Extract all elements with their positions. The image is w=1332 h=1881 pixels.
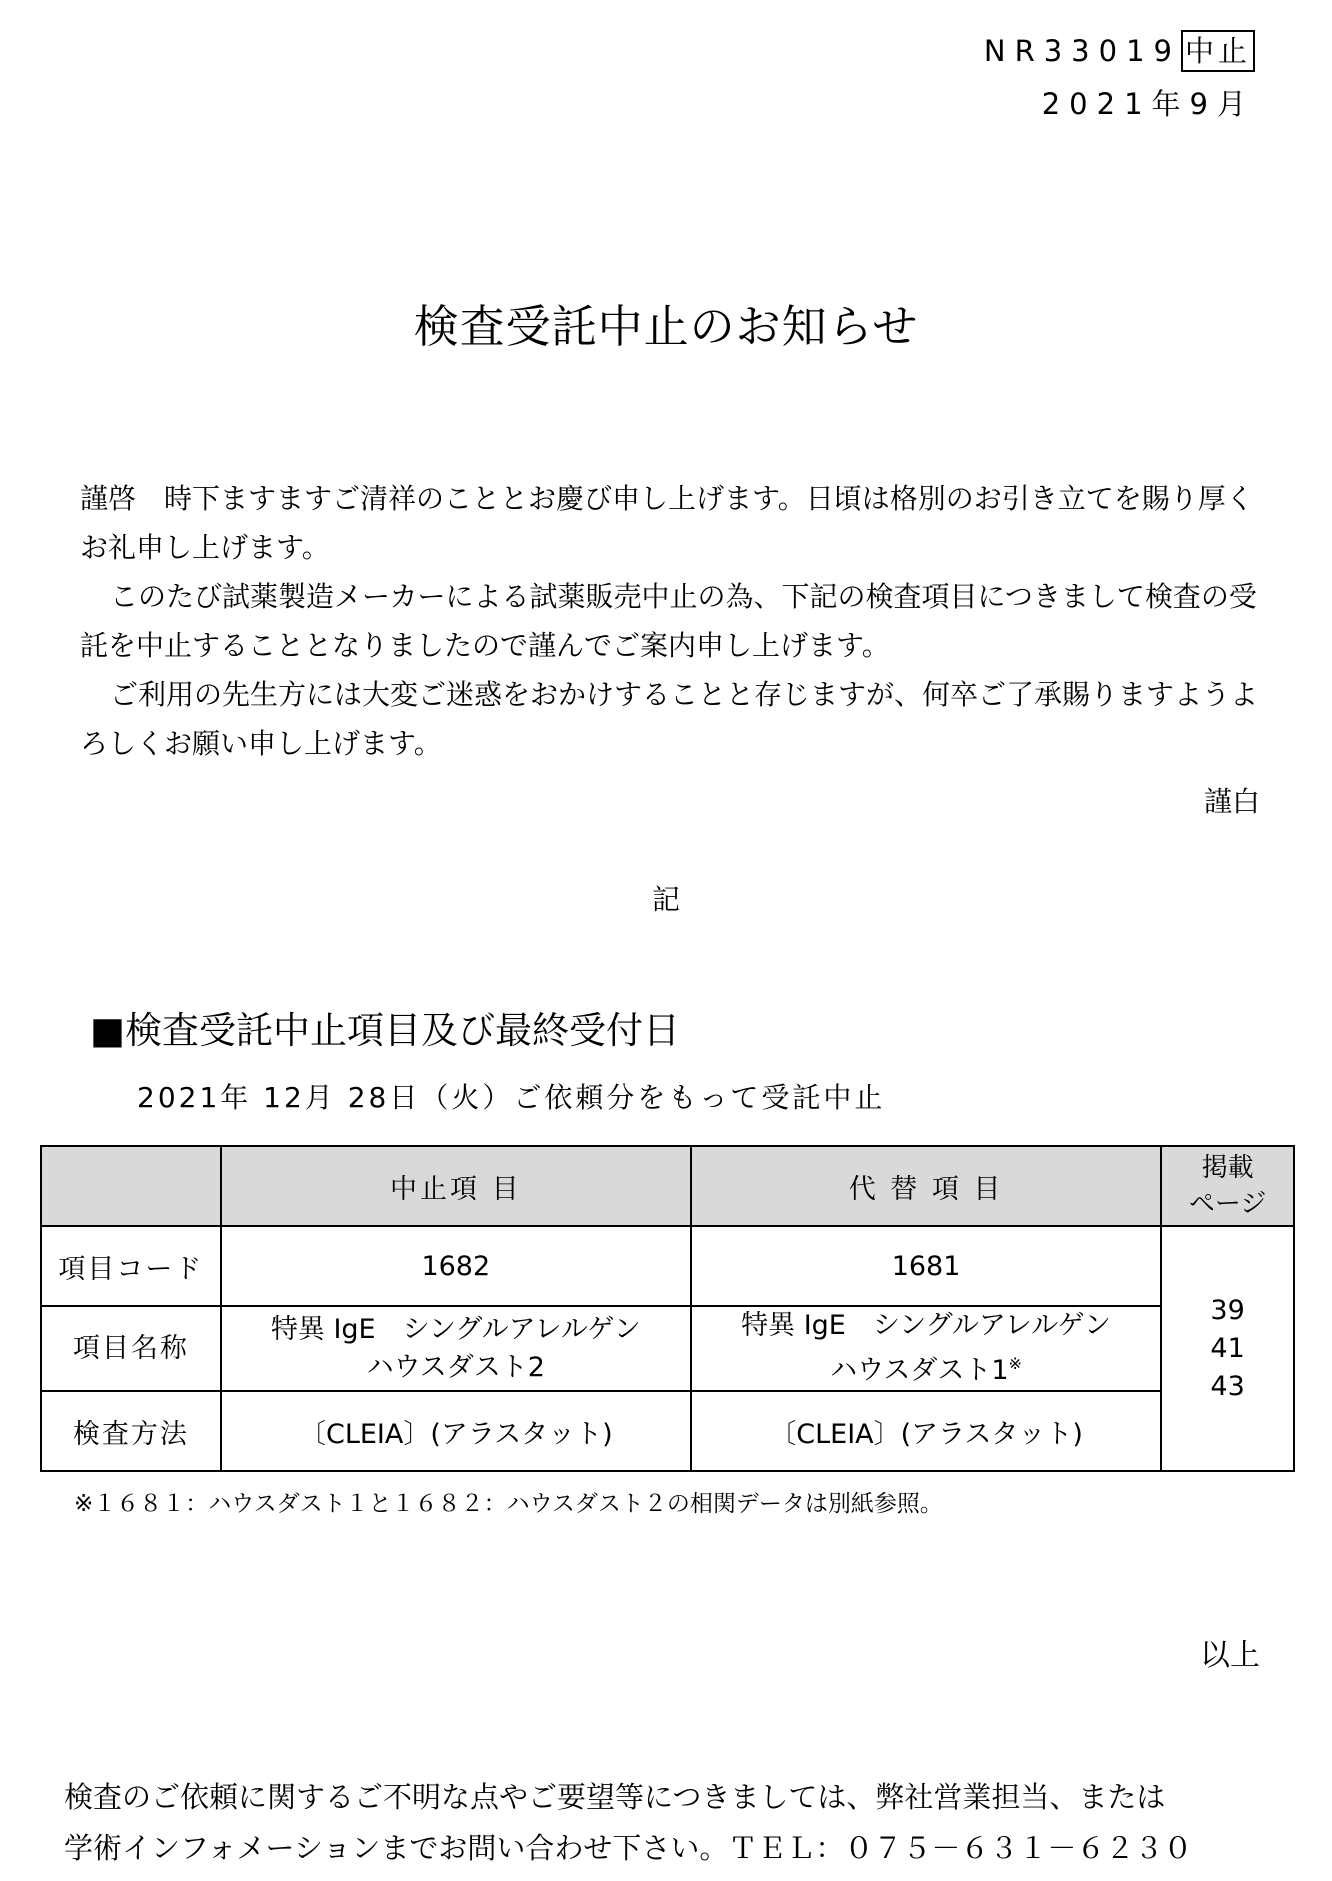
document-number-code: NR33019: [983, 34, 1181, 68]
header-discontinued: 中止項 目: [221, 1146, 691, 1226]
table-row: [41, 1306, 1294, 1391]
discontinued-name-line1: 特異 IgE シングルアレルゲン: [270, 1313, 641, 1345]
greeting-paragraph: 謹啓 時下ますますご清祥のこととお慶び申し上げます。日頃は格別のお引き立てを賜り厚くお礼申し上げます。: [80, 482, 1254, 564]
footnote-mark: ※: [1008, 1354, 1022, 1373]
deadline-text: 2021年 12月 28日（火）ご依頼分をもって受託中止: [137, 1081, 886, 1114]
alternative-name-line2: ハウスダスト1: [830, 1355, 1009, 1386]
pages-cell: [1161, 1226, 1294, 1471]
alternative-method: 〔CLEIA〕(アラスタット): [691, 1391, 1161, 1471]
page-title: 検査受託中止のお知らせ: [413, 300, 919, 353]
contact-line-2: 学術インフォメーションまでお問い合わせ下さい。ＴＥＬ：０７５－６３１－６２３０: [64, 1831, 1193, 1865]
closing-word: 謹白: [1203, 785, 1260, 818]
document-number: [984, 30, 1255, 72]
discontinued-code: 1682: [221, 1226, 691, 1306]
apology-paragraph: ご利用の先生方には大変ご迷惑をおかけすることと存じますが、何卒ご了承賜りますようよろしくお願い申し上げます。: [80, 678, 1259, 760]
ki-mark: 記: [651, 883, 680, 916]
letter-body: [80, 474, 1260, 768]
header-alternative: 代 替 項 目: [691, 1146, 1161, 1226]
alternative-name: [691, 1306, 1161, 1391]
row-label-name: 項目名称: [41, 1306, 221, 1391]
discontinued-method: 〔CLEIA〕(アラスタット): [221, 1391, 691, 1471]
table-row: [41, 1226, 1294, 1306]
contact-info: [64, 1772, 1192, 1874]
alternative-name-line1: 特異 IgE シングルアレルゲン: [741, 1310, 1112, 1341]
contact-line-1: 検査のご依頼に関するご不明な点やご要望等につきましては、弊社営業担当、または: [64, 1780, 1166, 1814]
table-header-row: [41, 1146, 1294, 1226]
row-label-code: 項目コード: [41, 1226, 221, 1306]
status-box: 中止: [1181, 30, 1255, 72]
page-number: 39: [1210, 1294, 1245, 1326]
announcement-paragraph: このたび試薬製造メーカーによる試薬販売中止の為、下記の検査項目につきまして検査の受託を中止することとなりましたので謹んでご案内申し上げます。: [80, 580, 1257, 662]
header-pages: [1161, 1146, 1294, 1226]
row-label-method: 検査方法: [41, 1391, 221, 1471]
header-pages-line1: 掲載: [1201, 1153, 1254, 1183]
page-number: 43: [1210, 1370, 1245, 1402]
table-row: [41, 1391, 1294, 1471]
discontinued-name: [221, 1306, 691, 1391]
header-blank-cell: [41, 1146, 221, 1226]
alternative-code: 1681: [691, 1226, 1161, 1306]
document-date: 2021年9月: [1041, 87, 1255, 121]
end-mark: 以上: [1200, 1638, 1260, 1673]
page-number: 41: [1210, 1332, 1245, 1364]
section-heading: ■検査受託中止項目及び最終受付日: [90, 1009, 680, 1052]
header-pages-line2: ページ: [1188, 1189, 1267, 1219]
footnote: ※１６８１：ハウスダスト１と１６８２：ハウスダスト２の相関データは別紙参照。: [74, 1491, 943, 1517]
discontinued-items-table: [40, 1145, 1295, 1472]
discontinued-name-line2: ハウスダスト2: [366, 1351, 545, 1383]
